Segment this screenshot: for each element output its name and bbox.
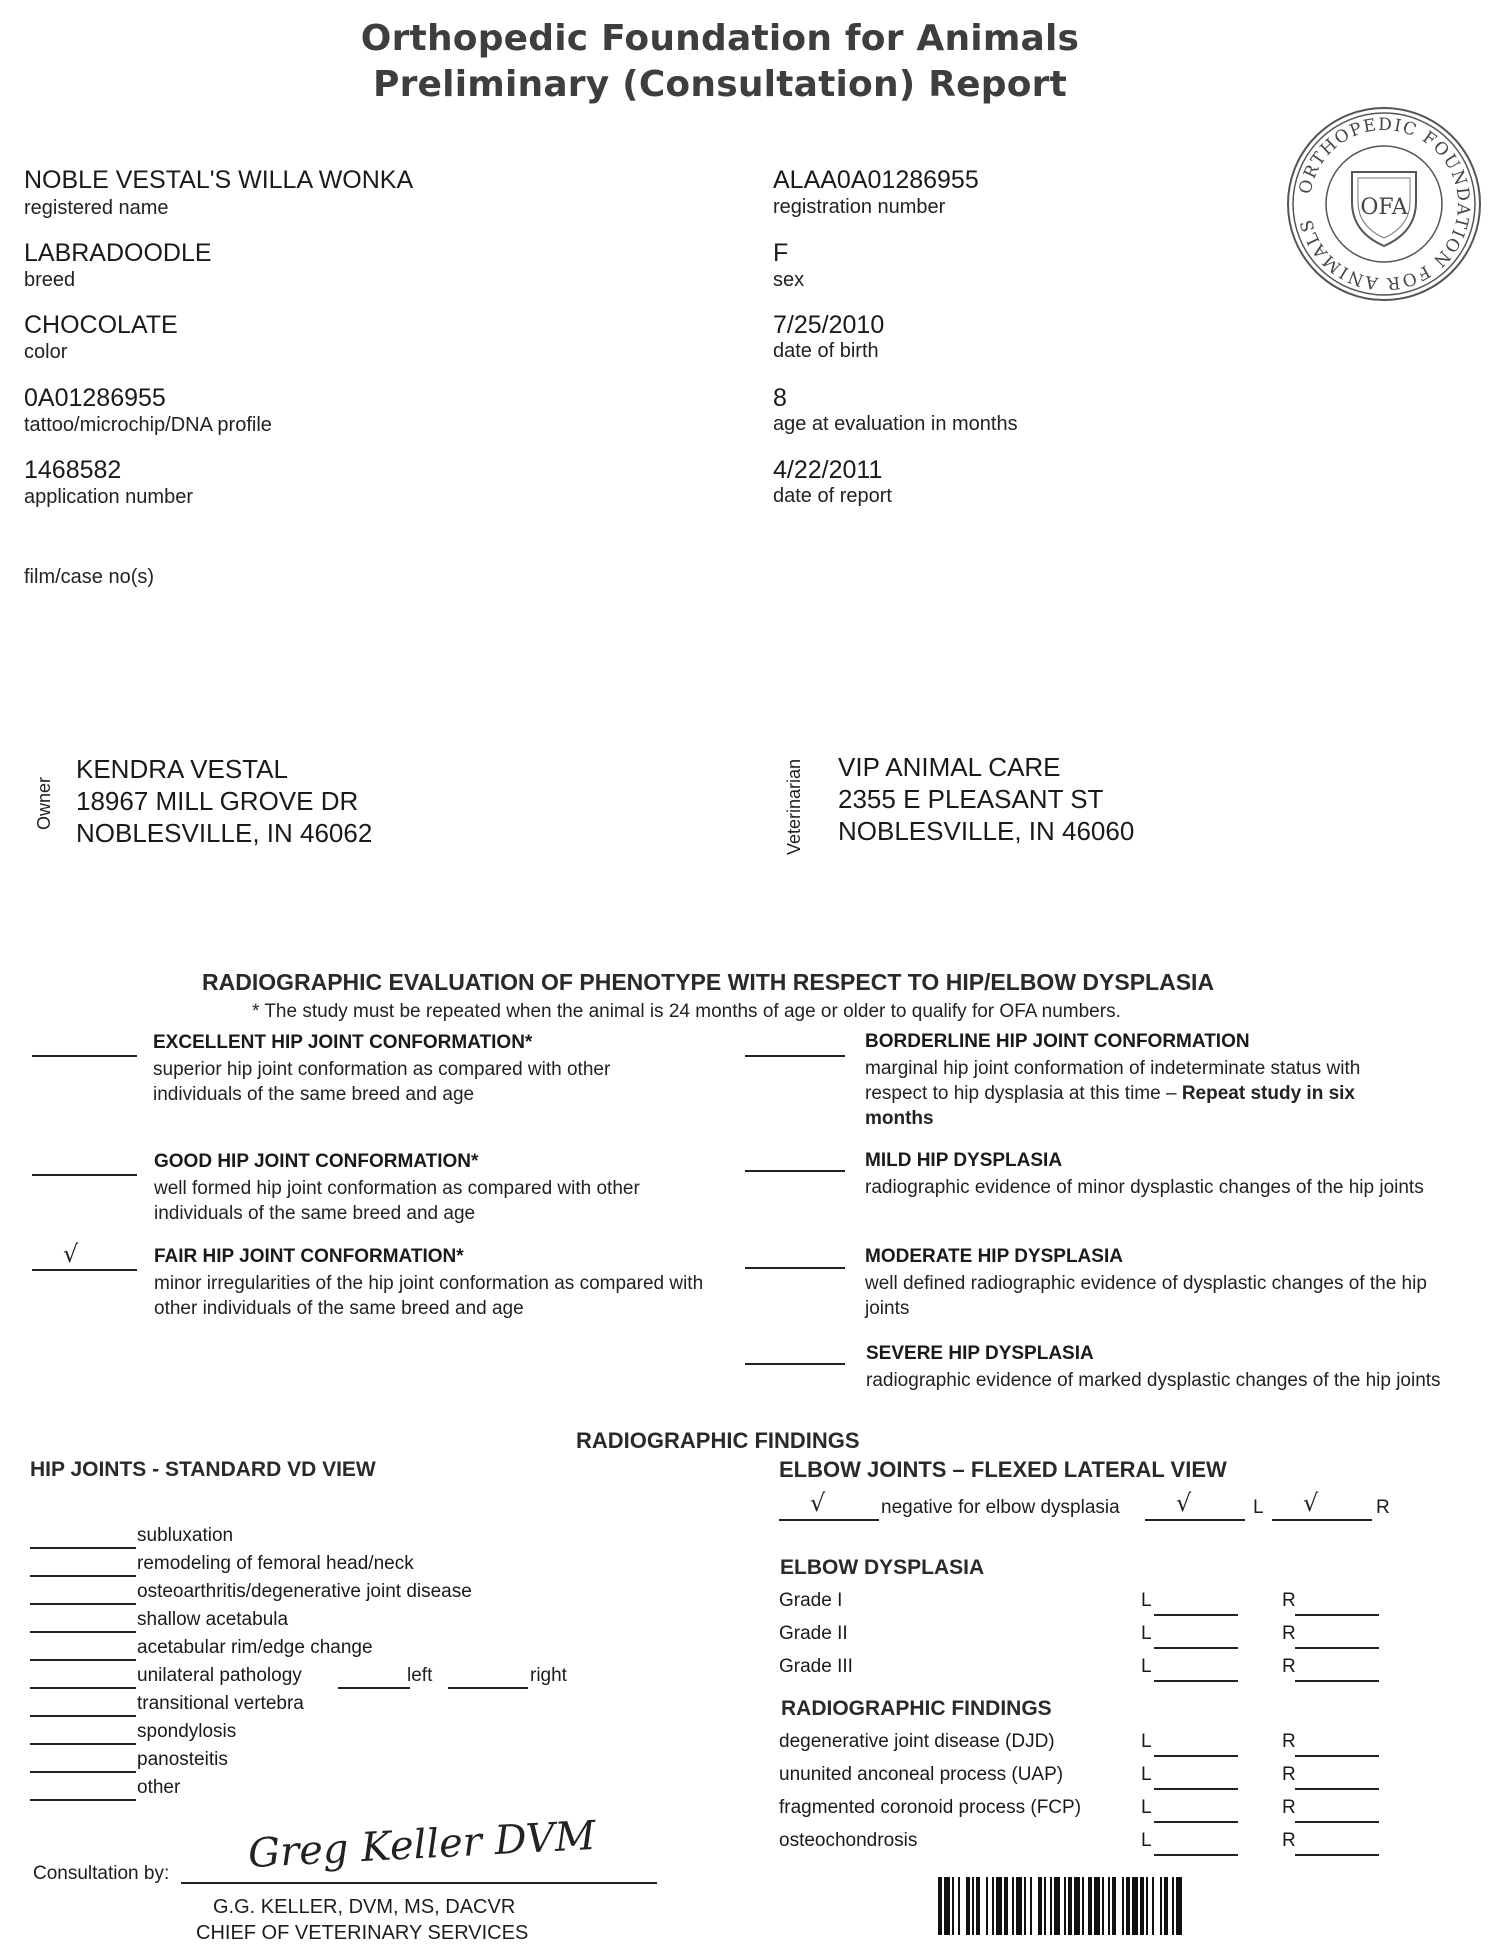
grade-3-row: Grade III L R [779, 1656, 1399, 1686]
elbow-negative-label: negative for elbow dysplasia [881, 1497, 1120, 1518]
elbow-negative-check: √ [810, 1489, 826, 1517]
fcp-row: fragmented coronoid process (FCP) L R [779, 1797, 1399, 1827]
grade-1-row: Grade I L R [779, 1590, 1399, 1620]
unilateral-left-label: left [407, 1665, 433, 1686]
hip-item-panosteitis: panosteitis [30, 1749, 630, 1777]
veterinarian-street: 2355 E PLEASANT ST [838, 784, 1104, 814]
elbow-negative-r-blank [1272, 1497, 1372, 1521]
hip-item-osteoarthritis: osteoarthritis/degenerative joint disease [30, 1581, 630, 1609]
radiographic-findings-heading: RADIOGRAPHIC FINDINGS [781, 1697, 1052, 1720]
consultant-name: G.G. KELLER, DVM, MS, DACVR [213, 1896, 516, 1918]
mild-blank [745, 1148, 845, 1172]
consultant-signature: Greg Keller DVM [247, 1812, 597, 1878]
unilateral-right-blank [448, 1665, 528, 1689]
osteochondrosis-row: osteochondrosis L R [779, 1830, 1399, 1860]
veterinarian-city: NOBLESVILLE, IN 46060 [838, 816, 1135, 846]
breed-label: breed [24, 269, 76, 291]
seal-ring-text: ORTHOPEDIC FOUNDATION FOR ANIMALS [1295, 114, 1474, 294]
film-case-label: film/case no(s) [24, 566, 155, 588]
age-value: 8 [773, 384, 787, 412]
severe-title: SEVERE HIP DYSPLASIA [866, 1343, 1094, 1364]
breed-value: LABRADOODLE [24, 239, 212, 267]
elbow-negative-l-blank [1145, 1497, 1245, 1521]
hip-item-subluxation: subluxation [30, 1525, 630, 1553]
evaluation-note: * The study must be repeated when the animal is 24 months of age or older to qualify for OFA numbers. [252, 1001, 1121, 1022]
consultant-title: CHIEF OF VETERINARY SERVICES [196, 1922, 529, 1944]
excellent-desc: superior hip joint conformation as compared with other individuals of the same breed and age [153, 1059, 611, 1105]
fair-desc: minor irregularities of the hip joint conformation as compared with other individuals of the same breed and age [154, 1273, 704, 1319]
hip-item-transitional-vertebra: transitional vertebra [30, 1693, 630, 1721]
owner-city: NOBLESVILLE, IN 46062 [76, 818, 373, 848]
registered-name-label: registered name [24, 197, 169, 219]
unilateral-right-label: right [530, 1665, 567, 1686]
good-title: GOOD HIP JOINT CONFORMATION* [154, 1151, 479, 1172]
mild-desc: radiographic evidence of minor dysplastic changes of the hip joints [865, 1177, 1424, 1198]
registration-number-label: registration number [773, 196, 946, 218]
application-number-label: application number [24, 486, 193, 508]
owner-label: Owner [34, 776, 54, 830]
excellent-title: EXCELLENT HIP JOINT CONFORMATION* [153, 1032, 533, 1053]
moderate-desc: well defined radiographic evidence of dysplastic changes of the hip joints [865, 1273, 1427, 1319]
fair-title: FAIR HIP JOINT CONFORMATION* [154, 1246, 464, 1267]
color-label: color [24, 341, 68, 363]
sex-value: F [773, 239, 789, 267]
veterinarian-label: Veterinarian [784, 758, 804, 855]
owner-address [76, 753, 372, 849]
good-blank [32, 1152, 137, 1176]
registered-name-value: NOBLE VESTAL'S WILLA WONKA [24, 166, 414, 194]
excellent-blank [32, 1033, 137, 1057]
good-desc: well formed hip joint conformation as compared with other individuals of the same breed and age [154, 1178, 640, 1224]
date-of-birth-value: 7/25/2010 [773, 311, 885, 339]
evaluation-heading: RADIOGRAPHIC EVALUATION OF PHENOTYPE WITH RESPECT TO HIP/ELBOW DYSPLASIA [202, 969, 1215, 995]
microchip-value: 0A01286955 [24, 384, 166, 412]
hip-item-other: other [30, 1777, 630, 1805]
grade-2-row: Grade II L R [779, 1623, 1399, 1653]
borderline-desc-text: marginal hip joint conformation of indeterminate status with respect to hip dysplasia at this time – [865, 1058, 1361, 1104]
mild-title: MILD HIP DYSPLASIA [865, 1150, 1063, 1171]
moderate-title: MODERATE HIP DYSPLASIA [865, 1246, 1123, 1267]
elbow-negative-r-label: R [1376, 1497, 1390, 1518]
elbow-negative-l-check: √ [1176, 1489, 1192, 1517]
moderate-blank [745, 1245, 845, 1269]
owner-name: KENDRA VESTAL [76, 754, 288, 784]
report-title-line1: Orthopedic Foundation for Animals [360, 18, 1080, 59]
date-of-birth-label: date of birth [773, 340, 879, 362]
seal-shield-text: OFA [1360, 195, 1408, 220]
fair-blank [32, 1247, 137, 1271]
report-title-line2: Preliminary (Consultation) Report [373, 64, 1067, 105]
borderline-desc [865, 1056, 1425, 1131]
hip-item-remodeling: remodeling of femoral head/neck [30, 1553, 630, 1581]
elbow-negative-blank [779, 1497, 879, 1521]
registration-number-value: ALAA0A01286955 [773, 166, 979, 194]
findings-heading: RADIOGRAPHIC FINDINGS [576, 1428, 860, 1453]
veterinarian-name: VIP ANIMAL CARE [838, 752, 1061, 782]
borderline-repeat-note: Repeat study in six months [865, 1083, 1355, 1129]
severe-blank [745, 1341, 845, 1365]
application-number-value: 1468582 [24, 456, 122, 484]
djd-row: degenerative joint disease (DJD) L R [779, 1731, 1399, 1761]
barcode-icon [938, 1877, 1314, 1935]
fair-check-mark: √ [63, 1240, 79, 1268]
consultation-label: Consultation by: [33, 1863, 170, 1884]
unilateral-left-blank [338, 1665, 410, 1689]
hip-item-spondylosis: spondylosis [30, 1721, 630, 1749]
hip-item-shallow-acetabula: shallow acetabula [30, 1609, 630, 1637]
uap-row: ununited anconeal process (UAP) L R [779, 1764, 1399, 1794]
borderline-title: BORDERLINE HIP JOINT CONFORMATION [865, 1031, 1250, 1052]
color-value: CHOCOLATE [24, 311, 178, 339]
borderline-blank [745, 1033, 845, 1057]
severe-desc: radiographic evidence of marked dysplastic changes of the hip joints [866, 1370, 1441, 1391]
hip-item-unilateral: unilateral pathology left right [30, 1665, 630, 1693]
ofa-seal-icon [1284, 104, 1484, 304]
elbow-negative-l-label: L [1253, 1497, 1264, 1518]
elbow-dysplasia-heading: ELBOW DYSPLASIA [780, 1556, 985, 1579]
owner-street: 18967 MILL GROVE DR [76, 786, 359, 816]
sex-label: sex [773, 269, 805, 291]
elbow-negative-r-check: √ [1303, 1489, 1319, 1517]
date-of-report-label: date of report [773, 485, 892, 507]
microchip-label: tattoo/microchip/DNA profile [24, 414, 272, 436]
signature-line [181, 1882, 657, 1884]
hip-item-acetabular-rim: acetabular rim/edge change [30, 1637, 630, 1665]
age-label: age at evaluation in months [773, 413, 1018, 435]
hip-joints-heading: HIP JOINTS - STANDARD VD VIEW [30, 1458, 376, 1481]
elbow-joints-heading: ELBOW JOINTS – FLEXED LATERAL VIEW [779, 1457, 1227, 1482]
date-of-report-value: 4/22/2011 [773, 456, 883, 484]
veterinarian-address [838, 751, 1134, 847]
